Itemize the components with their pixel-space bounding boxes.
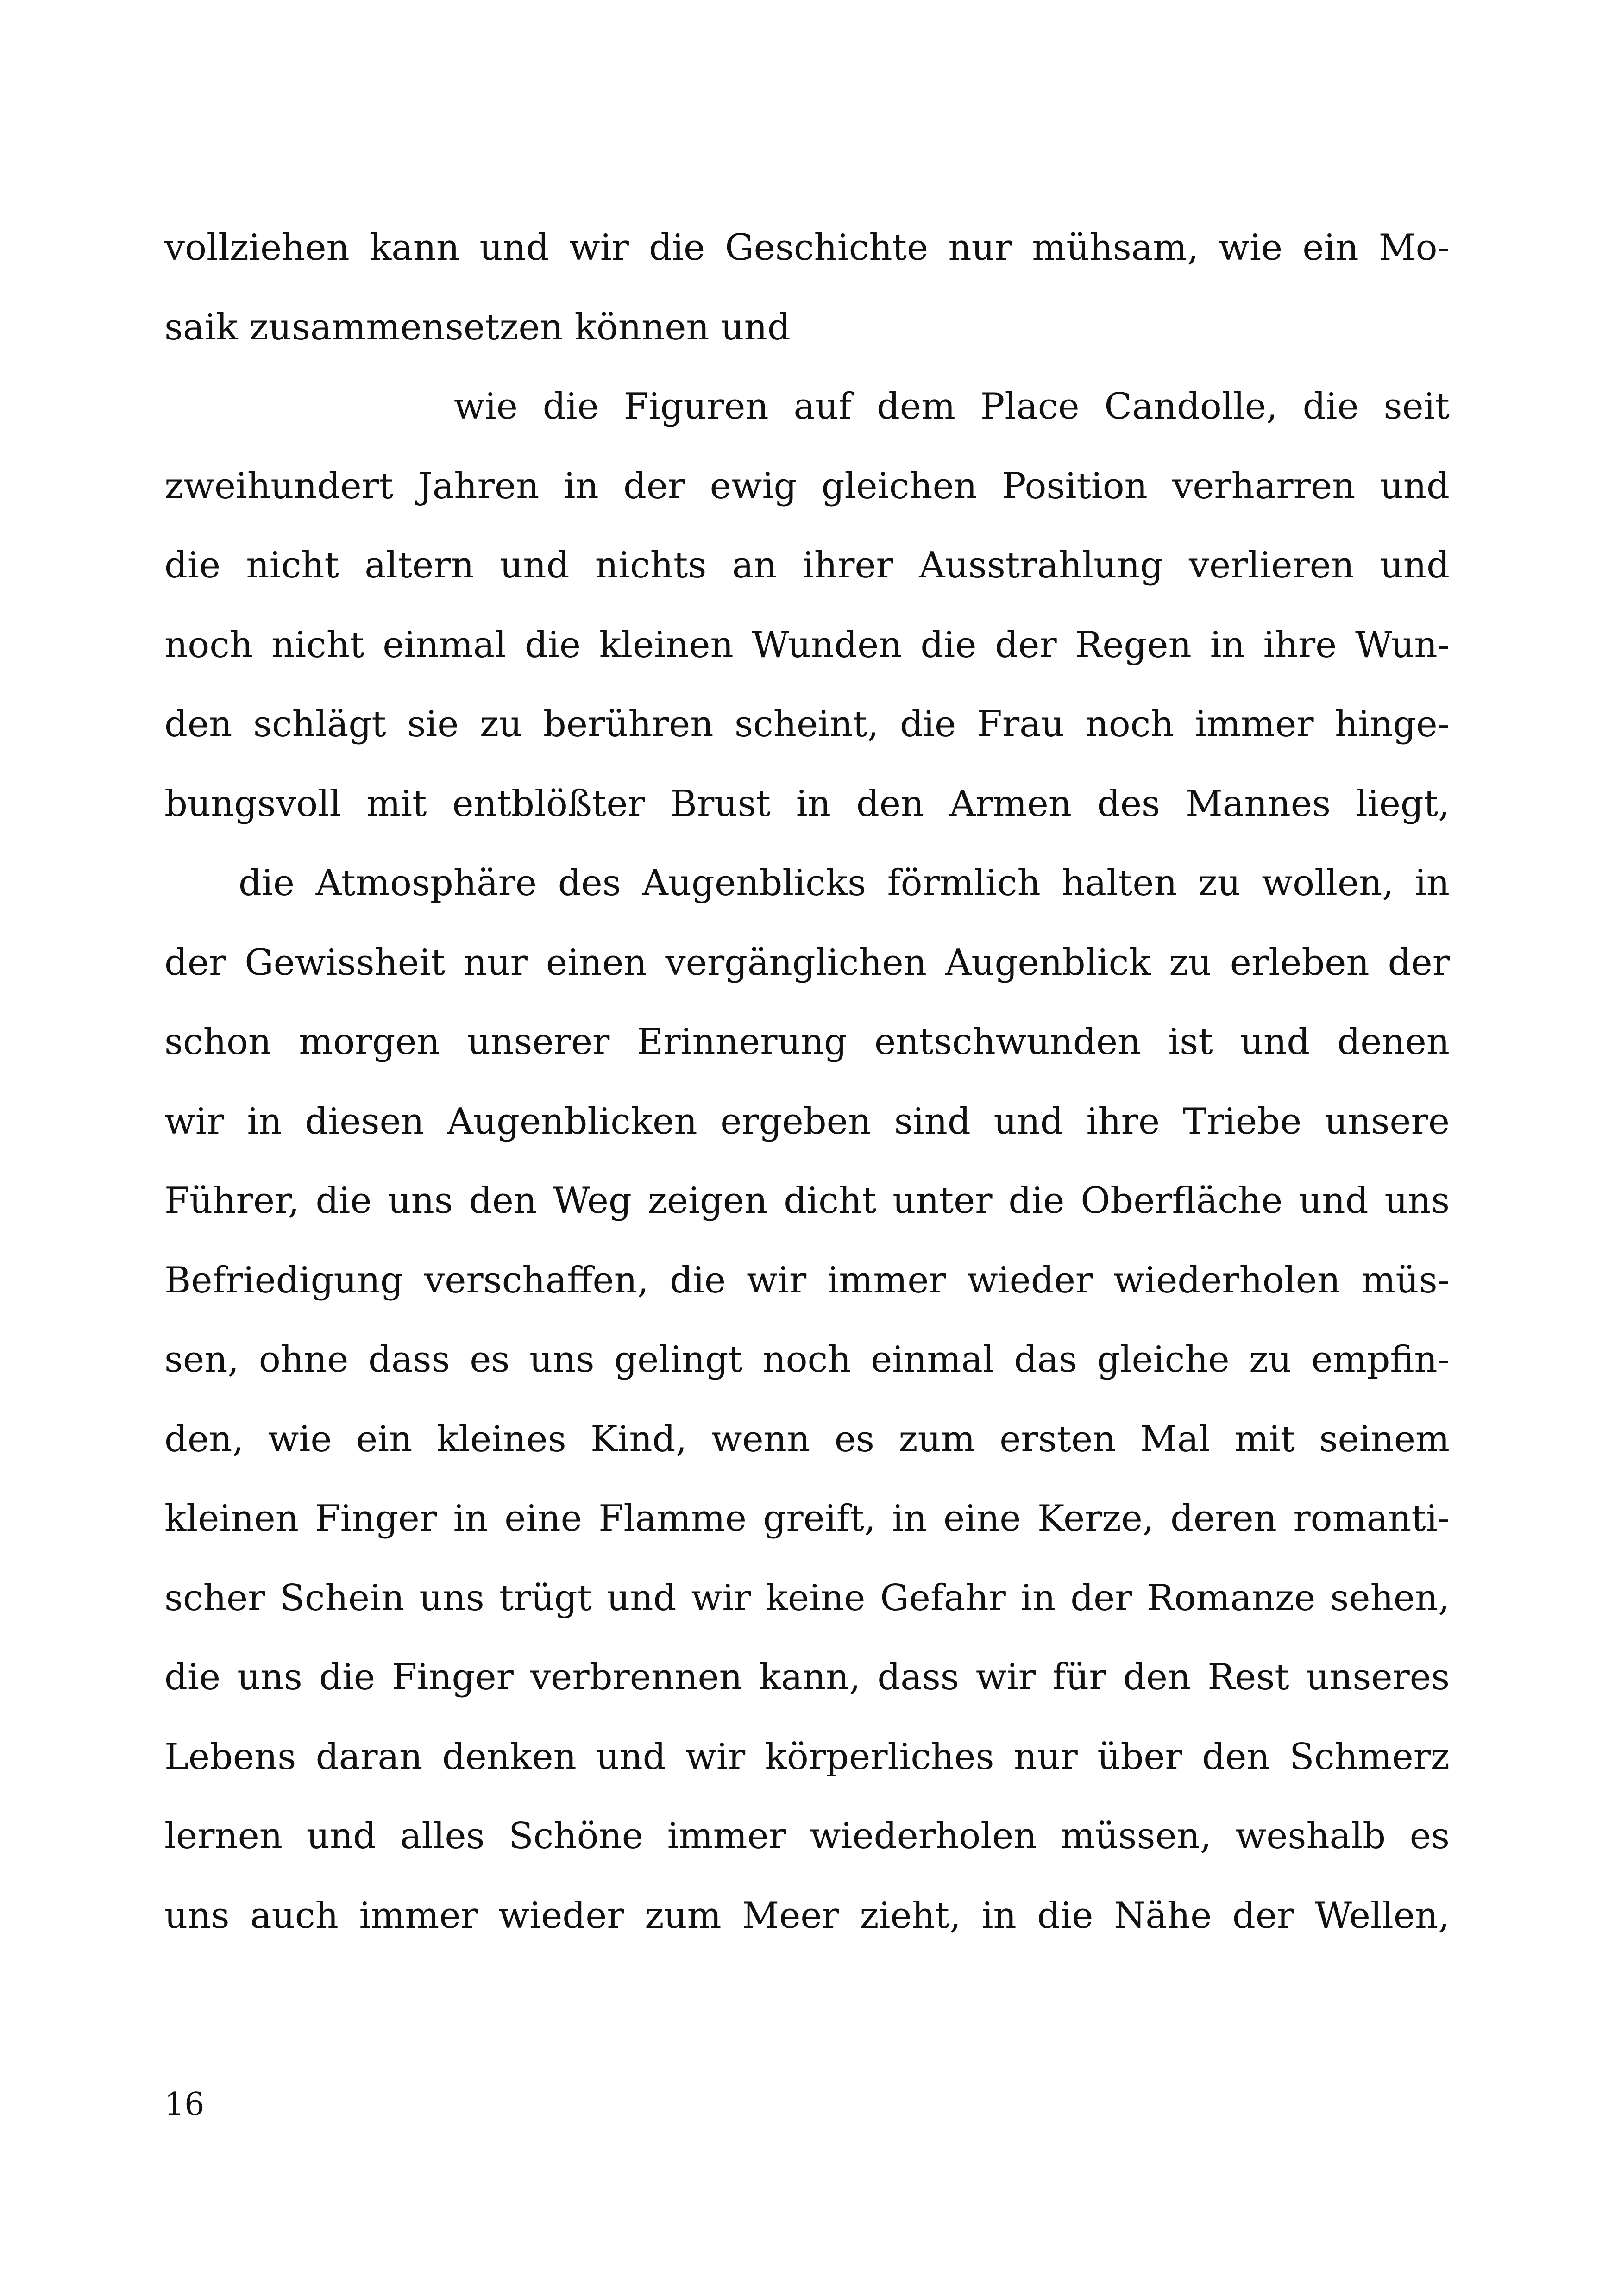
page-number: 16 (164, 2086, 205, 2123)
text-line: Führer, die uns den Weg zeigen dicht unter die Oberfläche und uns (164, 1180, 1450, 1222)
text-line: uns auch immer wieder zum Meer zieht, in die Nähe der Wellen, (164, 1895, 1450, 1937)
text-line: wie die Figuren auf dem Place Candolle, die seit (454, 386, 1450, 427)
text-line: die nicht altern und nichts an ihrer Ausstrahlung verlieren und (164, 545, 1450, 586)
text-line: kleinen Finger in eine Flamme greift, in eine Kerze, deren romanti- (164, 1498, 1450, 1539)
text-line: schon morgen unserer Erinnerung entschwunden ist und denen (164, 1021, 1450, 1063)
text-line: vollziehen kann und wir die Geschichte nur mühsam, wie ein Mo- (164, 227, 1450, 269)
text-line: zweihundert Jahren in der ewig gleichen Position verharren und (164, 465, 1450, 507)
text-line: noch nicht einmal die kleinen Wunden die der Regen in ihre Wun- (164, 624, 1450, 666)
text-line: scher Schein uns trügt und wir keine Gefahr in der Romanze sehen, (164, 1577, 1450, 1619)
text-line: den schlägt sie zu berühren scheint, die Frau noch immer hinge- (164, 703, 1450, 745)
text-line: lernen und alles Schöne immer wiederholen müssen, weshalb es (164, 1815, 1450, 1857)
text-line: die uns die Finger verbrennen kann, dass wir für den Rest unseres (164, 1656, 1450, 1698)
text-line: Befriedigung verschaffen, die wir immer wieder wiederholen müs- (164, 1259, 1450, 1301)
body-text (164, 208, 1450, 1956)
text-line: sen, ohne dass es uns gelingt noch einmal das gleiche zu empfin- (164, 1339, 1450, 1380)
text-line: der Gewissheit nur einen vergänglichen Augenblick zu erleben der (164, 941, 1450, 984)
text-line: die Atmosphäre des Augenblicks förmlich halten zu wollen, in (239, 862, 1450, 904)
text-line: Lebens daran denken und wir körperliches nur über den Schmerz (164, 1736, 1450, 1778)
text-line: bungsvoll mit entblößter Brust in den Armen des Mannes liegt, (164, 783, 1450, 825)
text-line: saik zusammensetzen können und (164, 306, 791, 348)
text-line: den, wie ein kleines Kind, wenn es zum ersten Mal mit seinem (164, 1418, 1450, 1460)
text-line: wir in diesen Augenblicken ergeben sind und ihre Triebe unsere (164, 1100, 1450, 1142)
